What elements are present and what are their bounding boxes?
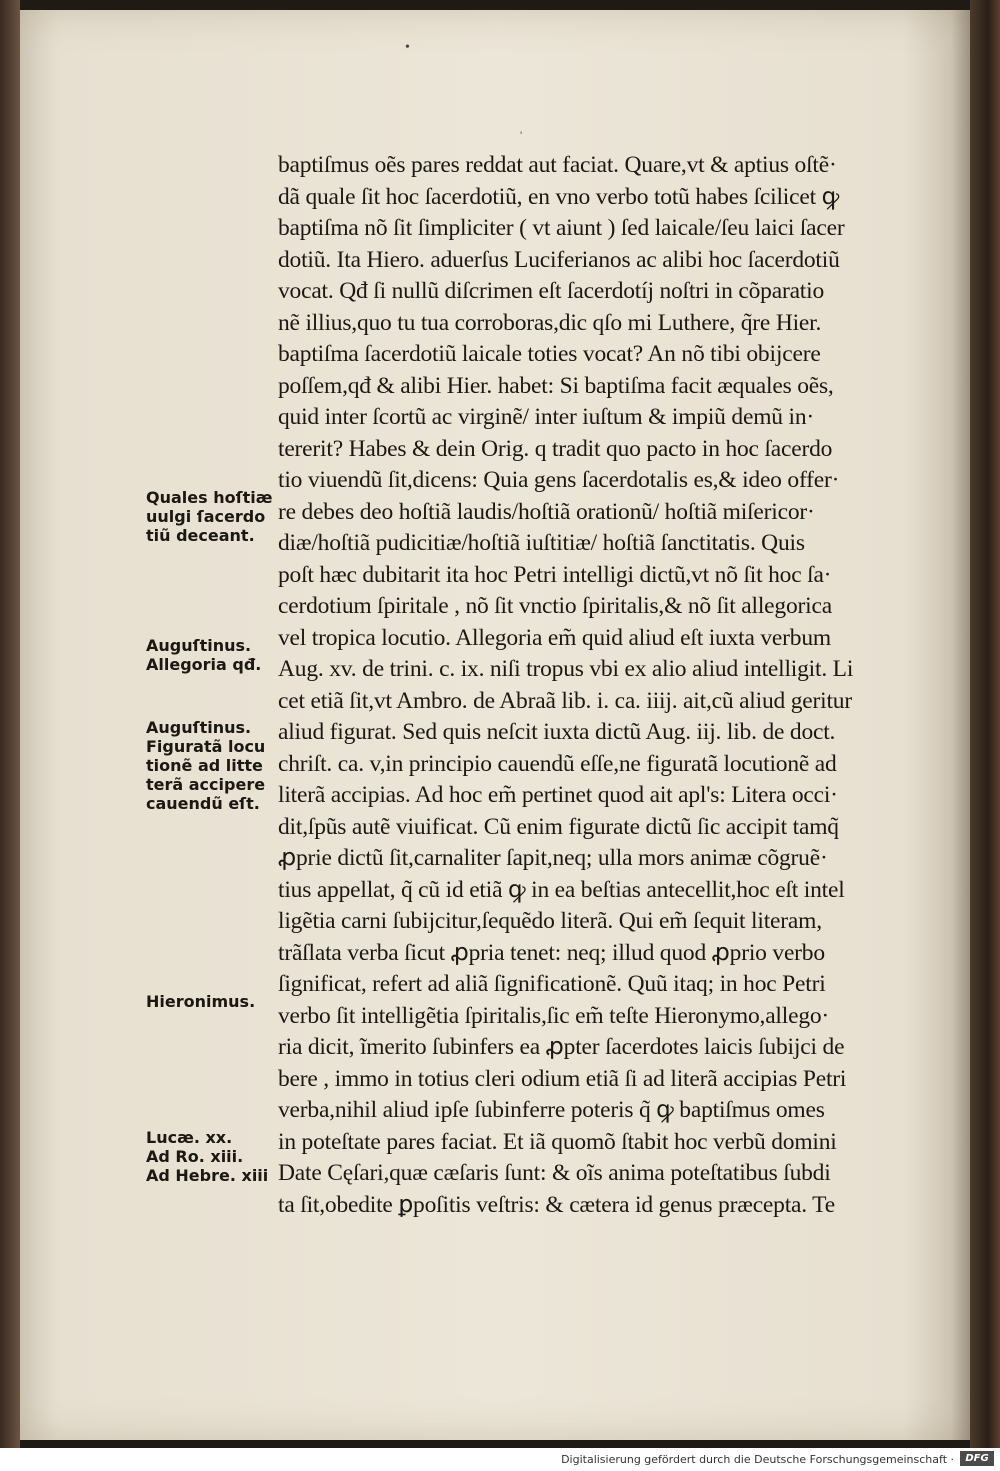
- footer-bar: [0, 1448, 1000, 1471]
- margin-note-line: Ad Ro. xiii.: [146, 1147, 244, 1166]
- body-line: tio viuendũ ſit,dicens: Quia gens ſacerdotalis es,& ideo offer·: [278, 467, 840, 493]
- margin-note-line: tiũ deceant.: [146, 526, 255, 545]
- body-line: ſignificat, refert ad aliã ſignificationẽ. Quũ itaq; in hoc Petri: [278, 971, 826, 997]
- margin-note-line: Auguſtinus.: [146, 636, 252, 655]
- margin-note-augustinus-figurata: [146, 718, 274, 813]
- body-line: baptiſma ſacerdotiũ laicale toties vocat? An nõ tibi obĳcere: [278, 341, 821, 367]
- margin-note-line: Auguſtinus.: [146, 718, 252, 737]
- body-line: cet etiã ſit,vt Ambro. de Abraã lib. i. ca. iiij. ait,cũ aliud geritur: [278, 687, 852, 714]
- margin-note-line: Figuratã locu: [146, 737, 266, 756]
- body-line: ria dicit, ĩmerito ſubinfers ea ꝓpter ſacerdotes laicis ſubĳci de: [278, 1034, 845, 1060]
- body-line: nẽ illius,quo tu tua corroboras,dic qſo mi Luthere, q̃re Hier.: [278, 309, 822, 336]
- margin-note-line: terã accipere: [146, 775, 266, 794]
- dfg-logo: DFG: [960, 1451, 994, 1466]
- margin-note-qualis: [146, 488, 274, 545]
- body-line: dotiũ. Ita Hiero. aduerſus Luciferianos ac alibi hoc ſacerdotiũ: [278, 246, 840, 273]
- body-line: tererit? Habes & dein Orig. q tradit quo pacto in hoc ſacerdo: [278, 435, 833, 462]
- margin-note-hieronimus: [146, 992, 274, 1011]
- margin-note-line: Quales hoſtiæ: [146, 488, 273, 507]
- page-mark: •: [405, 40, 410, 55]
- book-binding-left: [0, 0, 20, 1448]
- body-line: dit,ſpũs autẽ viuificat. Cũ enim figurate dictũ ſic accipit tamq̃: [278, 813, 839, 840]
- body-line: Aug. xv. de trini. c. ix. niſi tropus vbi ex alio aliud intelligit. Li: [278, 656, 854, 682]
- page-tick: ': [520, 128, 523, 142]
- body-line: cerdotium ſpiritale , nõ ſit vnctio ſpiritalis,& nõ ſit allegorica: [278, 593, 832, 619]
- book-edge-right: [970, 0, 1000, 1448]
- margin-note-line: Allegoria qđ.: [146, 655, 262, 674]
- body-line: chriſt. ca. v,in principio cauendũ eſſe,ne figuratã locutionẽ ad: [278, 750, 837, 777]
- margin-note-references: [146, 1128, 274, 1185]
- body-line: in poteſtate pares faciat. Et iã quomõ ſtabit hoc verbũ domini: [278, 1128, 837, 1155]
- body-line: verbo ſit intelligẽtia ſpiritalis,ſic em̃ teſte Hieronymo,allego·: [278, 1002, 830, 1029]
- margin-note-augustinus-allegoria: [146, 636, 274, 674]
- body-line: ꝓprie dictũ ſit,carnaliter ſapit,neq; ulla mors animæ cõgruẽ·: [278, 845, 828, 871]
- body-line: baptiſma nõ ſit ſimpliciter ( vt aiunt ) ſed laicale/ſeu laici ſacer: [278, 215, 845, 241]
- footer-credit: Digitalisierung gefördert durch die Deutsche Forschungsgemeinschaft ·: [561, 1453, 954, 1466]
- margin-note-line: tionẽ ad litte: [146, 756, 263, 775]
- body-line: ligẽtia carni ſubĳcitur,ſequẽdo literã. Qui em̃ ſequit literam,: [278, 908, 822, 934]
- body-line: poſſem,qđ & alibi Hier. habet: Si baptiſma facit æquales oẽs,: [278, 372, 834, 399]
- body-line: vel tropica locutio. Allegoria em̃ quid aliud eſt iuxta verbum: [278, 624, 831, 651]
- body-line: aliud figurat. Sed quis neſcit iuxta dictũ Aug. iij. lib. de doct.: [278, 719, 836, 745]
- body-line: poſt hæc dubitarit ita hoc Petri intelligi dictũ,vt nõ ſit hoc ſa·: [278, 561, 832, 588]
- body-line: verba,nihil aliud ipſe ſubinferre poteris q̃ ꝙ baptiſmus omes: [278, 1097, 825, 1123]
- body-text-block: [278, 150, 928, 1221]
- body-line: vocat. Qđ ſi nullũ diſcrimen eſt ſacerdotíj noſtri in cõparatio: [278, 278, 825, 304]
- margin-note-line: cauendũ eſt.: [146, 794, 260, 813]
- body-line: baptiſmus oẽs pares reddat aut faciat. Quare,vt & aptius oſtẽ·: [278, 152, 837, 178]
- margin-note-line: Ad Hebre. xiii: [146, 1166, 269, 1185]
- body-line: re debes deo hoſtiã laudis/hoſtiã orationũ/ hoſtiã miſericor·: [278, 498, 815, 525]
- body-line: quid inter ſcortũ ac virginẽ/ inter iuſtum & impiũ demũ in·: [278, 404, 814, 430]
- body-line: Date Cęſari,quæ cæſaris ſunt: & oĩs anima poteſtatibus ſubdi: [278, 1160, 831, 1186]
- body-line: literã accipias. Ad hoc em̃ pertinet quod ait apl's: Litera occi·: [278, 782, 838, 808]
- body-line: diæ/hoſtiã pudicitiæ/hoſtiã iuſtitiæ/ hoſtiã ſanctitatis. Quis: [278, 530, 805, 556]
- body-line: dã quale ſit hoc ſacerdotiũ, en vno verbo totũ habes ſcilicet ꝙ: [278, 183, 840, 210]
- body-line: tius appellat, q̃ cũ id etiã ꝙ in ea beſtias antecellit,hoc eſt intel: [278, 876, 845, 903]
- body-line: bere , immo in totius cleri odium etiã ſi ad literã accipias Petri: [278, 1065, 847, 1092]
- body-line: trãſlata verba ſicut ꝓpria tenet: neq; illud quod ꝓprio verbo: [278, 939, 825, 966]
- margin-note-line: Lucæ. xx.: [146, 1128, 233, 1147]
- margin-note-line: Hieronimus.: [146, 992, 256, 1011]
- body-line: ta ſit,obedite ꝑpoſitis veſtris: & cætera id genus præcepta. Te: [278, 1191, 835, 1218]
- margin-note-line: uulgi ſacerdo: [146, 507, 266, 526]
